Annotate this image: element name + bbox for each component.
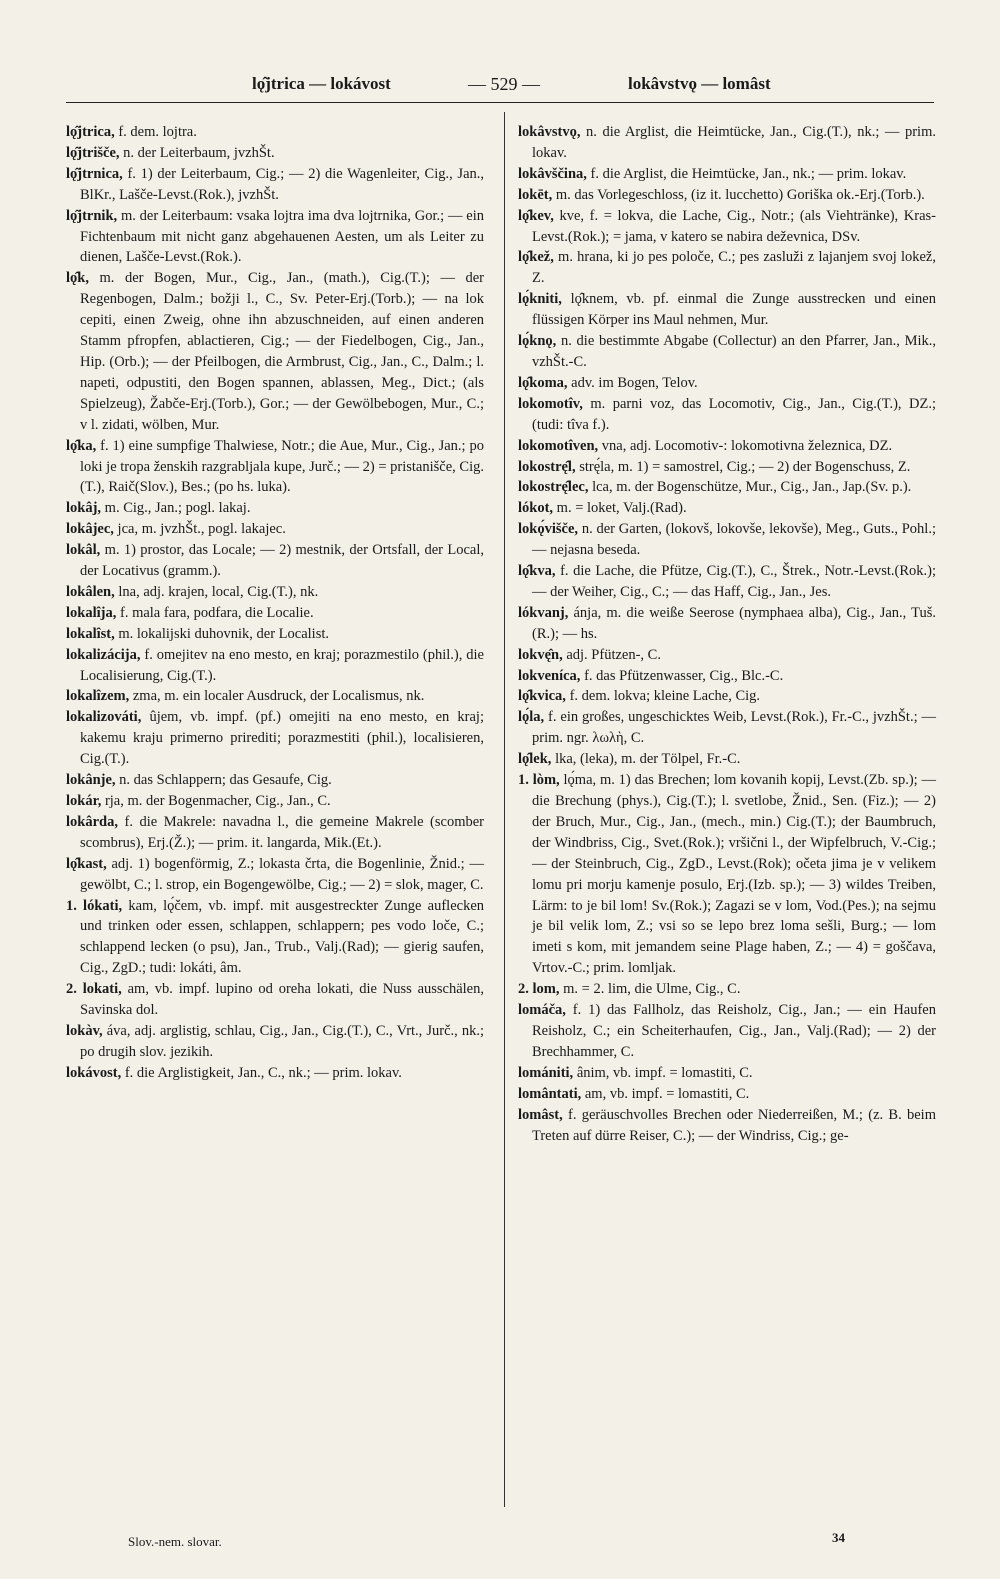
entry-definition: m. 1) prostor, das Locale; — 2) mestnik, der Ortsfall, der Local, der Locativus (gramm.). — [80, 542, 484, 580]
entry-definition: lka, (leka), m. der Tölpel, Fr.-C. — [551, 751, 741, 768]
dictionary-entry — [518, 770, 936, 979]
header-right-range: lokâvstvǫ — lomâst — [628, 74, 771, 93]
entry-definition: am, vb. impf. = lomastiti, C. — [581, 1085, 750, 1102]
entry-definition: m. das Vorlegeschloss, (iz it. lucchetto) Goriška ok.-Erj.(Torb.). — [552, 186, 925, 203]
entry-headword: lǫ̂lek, — [518, 751, 552, 768]
dictionary-entry — [66, 436, 484, 499]
entry-definition: m. lokalijski duhovnik, der Localist. — [114, 625, 330, 642]
page-number: — 529 — — [468, 74, 540, 94]
entry-headword: lomáča, — [518, 1002, 566, 1019]
entry-definition: zma, m. ein localer Ausdruck, der Localismus, nk. — [129, 688, 425, 705]
entry-headword: lokârda, — [66, 813, 118, 830]
left-column — [66, 122, 484, 1084]
entry-definition: n. der Leiterbaum, jvzhŠt. — [119, 144, 275, 161]
entry-headword: lomániti, — [518, 1064, 574, 1081]
dictionary-entry — [66, 582, 484, 603]
entry-headword: lokalîja, — [66, 604, 117, 621]
dictionary-entry — [518, 645, 936, 666]
dictionary-entry — [66, 707, 484, 770]
entry-headword: lokalizováti, — [66, 709, 142, 726]
entry-definition: n. die bestimmte Abgabe (Collectur) an den Pfarrer, Jan., Mik., vzhŠt.-C. — [532, 333, 936, 370]
dictionary-entry — [518, 373, 936, 394]
entry-definition: adj. Pfützen-, C. — [562, 646, 661, 663]
dictionary-entry — [66, 143, 484, 164]
dictionary-entry — [66, 498, 484, 519]
dictionary-entry — [66, 519, 484, 540]
entry-headword: lokalîst, — [66, 625, 115, 642]
entry-definition: m. der Bogen, Mur., Cig., Jan., (math.), Cig.(T.); — der Regenbogen, Dalm.; božji l., C., Sv. Peter-Erj.(Torb.); — na lok cepiti, einen Zweig, ohne ihn abzuschneiden, auf einen anderen Stamm pfropfen, ablactieren, Cig.; — der Fiedelbogen, Cig., Jan., Hip. (Orb.); — der Pfeilbogen, die Armbrust, Cig., Jan., C., Dalm.; l. napeti, odpustiti, den Bogen spannen, ablassen, Meg., Dict.; (als Spielzeug), Žabče-Erj.(Torb.), Gor.; — der Gewölbebogen, Mur., C.; v l. zidati, wölben, Mur. — [80, 270, 484, 433]
entry-definition: f. die Makrele: navadna l., die gemeine Makrele (scomber scombrus), Erj.(Ž.); — prim. it. langarda, Mik.(Et.). — [80, 813, 484, 851]
dictionary-entry — [518, 603, 936, 645]
entry-headword: lokalizácija, — [66, 646, 141, 663]
dictionary-entry — [518, 519, 936, 561]
dictionary-entry — [66, 603, 484, 624]
dictionary-entry — [66, 770, 484, 791]
entry-headword: lokēt, — [518, 186, 553, 203]
dictionary-entry — [518, 247, 936, 289]
entry-headword: lokvę̂n, — [518, 646, 563, 663]
entry-definition: f. geräuschvolles Brechen oder Niederreißen, M.; (z. B. beim Treten auf dürre Reiser, C.); — der Windriss, Cig.; ge- — [532, 1106, 936, 1144]
dictionary-entry — [518, 498, 936, 519]
entry-definition: f. dem. lokva; kleine Lache, Cig. — [565, 688, 761, 705]
entry-definition: adj. 1) bogenförmig, Z.; lokasta črta, die Bogenlinie, Žnid.; — gewölbt, C.; l. strop, ein Bogengewölbe, Cig.; — 2) = slok, mager, C. — [80, 855, 484, 893]
entry-headword: lókvanj, — [518, 604, 569, 621]
dictionary-entry — [66, 1063, 484, 1084]
dictionary-entry — [518, 122, 936, 164]
header-rule — [66, 102, 934, 103]
entry-definition: lca, m. der Bogenschütze, Mur., Cig., Jan., Jap.(Sv. p.). — [588, 479, 912, 496]
entry-headword: lókot, — [518, 500, 554, 517]
entry-definition: ánja, m. die weiße Seerose (nymphaea alba), Cig., Jan., Tuš.(R.); — hs. — [532, 604, 936, 642]
entry-definition: f. 1) eine sumpfige Thalwiese, Notr.; die Aue, Mur., Cig., Jan.; po loki je tropa ženskih razgrabljala kupe, Jurč.; — 2) = pristanišče, Cig.(T.), Raič(Slov.), Bes.; (po hs. luka). — [80, 437, 484, 496]
dictionary-entry — [66, 791, 484, 812]
dictionary-entry — [518, 394, 936, 436]
entry-headword: lǫ̂kast, — [66, 855, 107, 872]
dictionary-entry — [66, 854, 484, 896]
entry-headword: lokàv, — [66, 1022, 103, 1039]
entry-definition: f. 1) das Fallholz, das Reisholz, Cig., Jan.; — ein Haufen Reisholz, C.; ein Scheiterhaufen, Cig., Jan., Valj.(Rad); — 2) der Brechhammer, C. — [532, 1002, 936, 1060]
entry-definition: f. omejitev na eno mesto, en kraj; porazmestilo (phil.), die Localisierung, Cig.(T.). — [80, 646, 484, 684]
entry-definition: f. 1) der Leiterbaum, Cig.; — 2) die Wagenleiter, Cig., Jan., BlKr., Lašče-Levst.(Rok.), jvzhŠt. — [80, 165, 484, 203]
entry-headword: lokâvščina, — [518, 165, 587, 182]
entry-definition: n. das Schlappern; das Gesaufe, Cig. — [115, 772, 332, 789]
footer-signature: Slov.-nem. slovar. — [128, 1534, 222, 1549]
dictionary-entry — [518, 164, 936, 185]
entry-definition: m. parni voz, das Locomotiv, Cig., Jan., Cig.(T.), DZ.; (tudi: tîva f.). — [532, 395, 936, 433]
dictionary-entry — [518, 979, 936, 1000]
entry-headword: lokostrę̂lec, — [518, 479, 589, 496]
dictionary-entry — [66, 122, 484, 143]
entry-headword: lokomotîv, — [518, 395, 583, 412]
entry-headword: lǫ̂k, — [66, 270, 89, 287]
entry-definition: kve, f. = lokva, die Lache, Cig., Notr.; (als Viehtränke), Kras-Levst.(Rok.); = jama, v katero se nabira deževnica, DSv. — [532, 207, 936, 245]
entry-definition: m. hrana, ki jo pes poloče, C.; pes zasluži z lajanjem svoj lokež, Z. — [532, 249, 936, 287]
dictionary-entry — [518, 1000, 936, 1063]
entry-definition: vna, adj. Locomotiv-: lokomotivna železnica, DZ. — [598, 437, 893, 454]
entry-headword: lokomotîven, — [518, 437, 599, 454]
entry-definition: m. der Leiterbaum: vsaka lojtra ima dva lojtrnika, Gor.; — ein Fichtenbaum mit nicht ganz abgehauenen Aesten, um als Leiter zu dienen, Lašče-Levst.(Rok.). — [80, 207, 484, 266]
entry-definition: áva, adj. arglistig, schlau, Cig., Jan., Cig.(T.), C., Vrt., Jurč., nk.; po drugih slov. jezikih. — [80, 1022, 484, 1060]
header-left-range: lǫ̂jtrica — lokávost — [252, 74, 391, 93]
dictionary-entry — [66, 268, 484, 435]
dictionary-entry — [66, 1021, 484, 1063]
entry-headword: lokâj, — [66, 500, 102, 517]
footer-sheet-number: 34 — [832, 1530, 845, 1545]
entry-headword: lǫ̂koma, — [518, 374, 568, 391]
dictionary-entry — [518, 749, 936, 770]
dictionary-entry — [66, 812, 484, 854]
entry-headword: lokveníca, — [518, 667, 581, 684]
dictionary-entry — [518, 457, 936, 478]
dictionary-entry — [518, 185, 936, 206]
entry-definition: n. der Garten, (lokovš, lokovše, lekovše), Meg., Guts., Pohl.; — nejasna beseda. — [532, 521, 936, 559]
entry-headword: lǫ̂jtrnik, — [66, 207, 118, 224]
dictionary-entry — [518, 666, 936, 687]
dictionary-entry — [518, 1084, 936, 1105]
dictionary-entry — [518, 686, 936, 707]
entry-headword: lǫ́knǫ, — [518, 333, 557, 350]
entry-headword: lokâvstvǫ, — [518, 124, 581, 140]
entry-definition: f. dem. lojtra. — [114, 124, 197, 140]
dictionary-entry — [518, 707, 936, 749]
entry-headword: lǫ̂jtrišče, — [66, 144, 120, 161]
entry-headword: lokávost, — [66, 1064, 122, 1081]
entry-headword: lǫ̂kev, — [518, 207, 554, 224]
dictionary-entry — [66, 896, 484, 980]
entry-headword: lokâl, — [66, 542, 101, 559]
entry-headword: lǫ̂ka, — [66, 437, 97, 454]
dictionary-entry — [518, 1105, 936, 1147]
dictionary-entry — [66, 624, 484, 645]
entry-headword: 2. lom, — [518, 981, 560, 998]
dictionary-entry — [66, 206, 484, 269]
entry-headword: lǫ̂kvica, — [518, 688, 566, 705]
entry-headword: lǫ́kniti, — [518, 291, 562, 308]
dictionary-entry — [518, 436, 936, 457]
entry-definition: rja, m. der Bogenmacher, Cig., Jan., C. — [101, 793, 331, 809]
dictionary-entry — [518, 477, 936, 498]
entry-definition: f. die Arglist, die Heimtücke, Jan., nk.; — prim. lokav. — [586, 165, 907, 182]
entry-headword: 2. lokati, — [66, 981, 122, 998]
entry-definition: m. = loket, Valj.(Rad). — [553, 500, 687, 517]
dictionary-entry — [518, 331, 936, 373]
page-header — [68, 74, 930, 102]
entry-definition: f. die Lache, die Pfütze, Cig.(T.), C., Štrek., Notr.-Levst.(Rok.); — der Weiher, Cig., C.; — das Haff, Cig., Jan., Jes. — [532, 563, 936, 600]
dictionary-entry — [518, 289, 936, 331]
entry-definition: f. die Arglistigkeit, Jan., C., nk.; — prim. lokav. — [121, 1064, 402, 1081]
entry-headword: 1. lókati, — [66, 897, 123, 914]
entry-headword: lomâst, — [518, 1106, 563, 1123]
entry-definition: f. ein großes, ungeschicktes Weib, Levst.(Rok.), Fr.-C., jvzhŠt.; — prim. ngr. λωλὴ, C. — [532, 709, 936, 747]
dictionary-entry — [66, 540, 484, 582]
entry-definition: m. = 2. lim, die Ulme, Cig., C. — [559, 981, 741, 998]
entry-headword: lokár, — [66, 793, 102, 809]
entry-headword: lokânje, — [66, 772, 116, 789]
entry-headword: lǫ̂kva, — [518, 563, 556, 580]
entry-definition: jca, m. jvzhŠt., pogl. lakajec. — [113, 521, 286, 538]
dictionary-entry — [518, 1063, 936, 1084]
entry-definition: ûjem, vb. impf. (pf.) omejiti na eno mesto, en kraj; kakemu kraju primerno prirediti; porazmestiti (phil.), localisieren, Cig.(T.). — [80, 709, 484, 768]
entry-headword: lokâjec, — [66, 521, 114, 538]
dictionary-entry — [518, 561, 936, 603]
right-column — [518, 122, 936, 1146]
entry-definition: am, vb. impf. lupino od oreha lokati, die Nuss ausschälen, Savinska dol. — [80, 981, 484, 1019]
entry-headword: lokǫ́višče, — [518, 521, 579, 538]
dictionary-entry — [66, 164, 484, 206]
entry-definition: f. mala fara, podfara, die Localie. — [116, 604, 314, 621]
entry-definition: kam, lǫ́čem, vb. impf. mit ausgestreckter Zunge auflecken und trinken oder essen, schlappen, schlappern; pes vodo loče, C.; schlappend lecken (o psu), Jan., Trub., Valj.(Rad); — gierig saufen, Cig., ZgD.; tudi: lokáti, âm. — [80, 897, 485, 977]
entry-headword: lokalîzem, — [66, 688, 130, 705]
entry-headword: lomântati, — [518, 1085, 582, 1102]
entry-headword: lokostrę̂l, — [518, 458, 576, 475]
entry-headword: 1. lòm, — [518, 772, 560, 789]
entry-definition: strę́la, m. 1) = samostrel, Cig.; — 2) der Bogenschuss, Z. — [575, 458, 911, 475]
entry-definition: lǫ́ma, m. 1) das Brechen; lom kovanih kopij, Levst.(Zb. sp.); — die Brechung (phys.), Cig.(T.); l. svetlobe, Žnid., Sen. (Fiz.); — 2) der Bruch, Mur., Cig., Jan., (mech., min.) Cig.(T.); der Baumbruch, der Windbriss, Cig., Svet.(Rok.); vršični l., der Wipfelbruch, V.-Cig.; — der Steinbruch, Cig., ZgD., Levst.(Rok); očeta jima je v velikem lomu pri morju kamenje posulo, Erj.(Izb. sp.); — 3) wildes Treiben, Lärm: to je bil lom! Sv.(Rok.); Zagazi se v lom, Vod.(Pes.); na sejmu je bil velik lom, Z.; vsi so se lepo brez loma sešli, Burg.; — lom imeti s kom, mit jemandem seine Plage haben, Z.; — 4) = goščava, Vrtov.-C.; prim. lomljak. — [532, 772, 936, 977]
dictionary-entry — [66, 979, 484, 1021]
dictionary-entry — [66, 686, 484, 707]
entry-headword: lǫ́la, — [518, 709, 545, 726]
entry-headword: lǫ̂jtrnica, — [66, 165, 123, 182]
entry-headword: lokâlen, — [66, 583, 115, 600]
entry-definition: lna, adj. krajen, local, Cig.(T.), nk. — [114, 583, 319, 600]
entry-definition: adv. im Bogen, Telov. — [567, 374, 698, 391]
entry-headword: lǫ̂jtrica, — [66, 124, 115, 140]
entry-definition: n. die Arglist, die Heimtücke, Jan., Cig.(T.), nk.; — prim. lokav. — [532, 124, 936, 161]
dictionary-entry — [518, 206, 936, 248]
entry-definition: ânim, vb. impf. = lomastiti, C. — [573, 1064, 753, 1081]
entry-definition: f. das Pfützenwasser, Cig., Blc.-C. — [580, 667, 784, 684]
entry-headword: lǫ̂kež, — [518, 249, 554, 266]
entry-definition: m. Cig., Jan.; pogl. lakaj. — [101, 500, 251, 517]
dictionary-entry — [66, 645, 484, 687]
column-divider — [504, 112, 505, 1507]
entry-definition: lǫ̂knem, vb. pf. einmal die Zunge ausstrecken und einen flüssigen Körper ins Maul nehmen, Mur. — [532, 291, 936, 329]
